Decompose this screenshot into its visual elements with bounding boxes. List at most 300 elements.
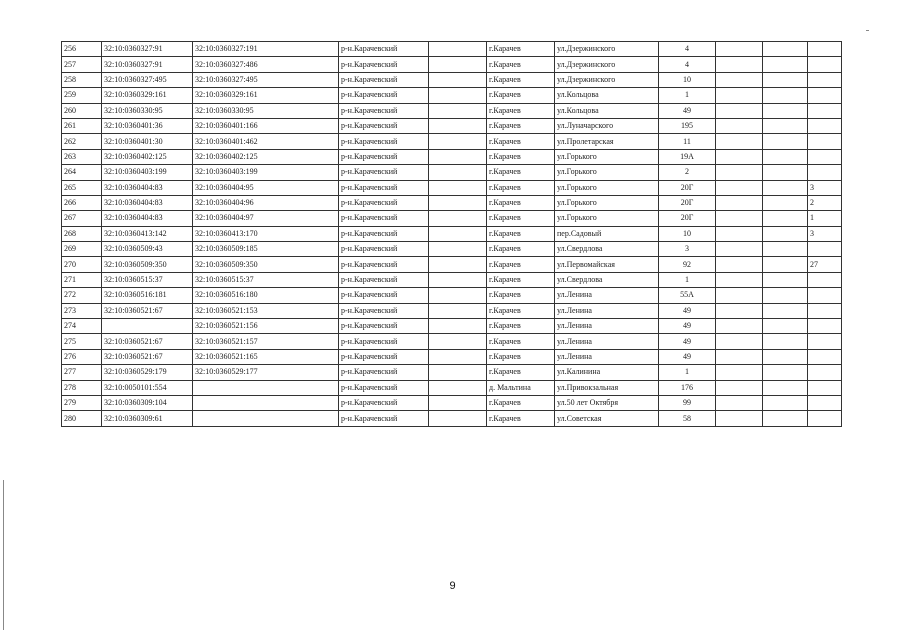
table-cell-city: г.Карачев bbox=[487, 165, 555, 180]
table-cell-c11: 3 bbox=[808, 180, 842, 195]
table-cell-street: ул.Горького bbox=[555, 165, 659, 180]
table-cell-k2 bbox=[193, 411, 339, 426]
table-cell-k2: 32:10:0360509:350 bbox=[193, 257, 339, 272]
table-cell-n: 256 bbox=[62, 42, 102, 57]
table-cell-district: р-н.Карачевский bbox=[339, 211, 429, 226]
table-cell-street: пер.Садовый bbox=[555, 226, 659, 241]
table-row bbox=[62, 103, 842, 118]
scan-edge-mark bbox=[3, 480, 4, 630]
table-cell-c11 bbox=[808, 272, 842, 287]
table-row bbox=[62, 395, 842, 410]
table-cell-c11 bbox=[808, 380, 842, 395]
table-cell-house: 4 bbox=[659, 57, 716, 72]
table-cell-n: 268 bbox=[62, 226, 102, 241]
table-cell-c11 bbox=[808, 349, 842, 364]
table-cell-blank bbox=[429, 226, 487, 241]
table-cell-district: р-н.Карачевский bbox=[339, 411, 429, 426]
table-cell-c11 bbox=[808, 88, 842, 103]
table-row bbox=[62, 380, 842, 395]
table-cell-blank bbox=[429, 349, 487, 364]
table-cell-c9 bbox=[716, 211, 763, 226]
table-cell-c11: 3 bbox=[808, 226, 842, 241]
table-cell-house: 2 bbox=[659, 165, 716, 180]
table-cell-blank bbox=[429, 134, 487, 149]
table-cell-k2: 32:10:0360401:166 bbox=[193, 118, 339, 133]
table-cell-district: р-н.Карачевский bbox=[339, 272, 429, 287]
table-body bbox=[62, 42, 842, 427]
table-cell-blank bbox=[429, 411, 487, 426]
table-cell-street: ул.Ленина bbox=[555, 349, 659, 364]
table-cell-c10 bbox=[763, 395, 808, 410]
table-cell-c9 bbox=[716, 257, 763, 272]
table-cell-street: ул.Горького bbox=[555, 180, 659, 195]
table-cell-city: г.Карачев bbox=[487, 319, 555, 334]
table-cell-c9 bbox=[716, 242, 763, 257]
table-cell-k1: 32:10:0360509:43 bbox=[102, 242, 193, 257]
table-row bbox=[62, 242, 842, 257]
table-cell-k1: 32:10:0360403:199 bbox=[102, 165, 193, 180]
table-cell-street: ул.Привокзальная bbox=[555, 380, 659, 395]
table-cell-k1: 32:10:0360521:67 bbox=[102, 303, 193, 318]
table-cell-district: р-н.Карачевский bbox=[339, 257, 429, 272]
table-cell-c9 bbox=[716, 103, 763, 118]
table-cell-blank bbox=[429, 272, 487, 287]
table-cell-n: 270 bbox=[62, 257, 102, 272]
table-cell-c10 bbox=[763, 380, 808, 395]
table-row bbox=[62, 288, 842, 303]
table-cell-k1 bbox=[102, 319, 193, 334]
table-cell-k1: 32:10:0360309:104 bbox=[102, 395, 193, 410]
table-cell-n: 267 bbox=[62, 211, 102, 226]
table-cell-house: 49 bbox=[659, 303, 716, 318]
table-cell-city: г.Карачев bbox=[487, 226, 555, 241]
table-cell-k1: 32:10:0360404:83 bbox=[102, 195, 193, 210]
table-cell-house: 20Г bbox=[659, 211, 716, 226]
table-cell-n: 259 bbox=[62, 88, 102, 103]
table-cell-n: 262 bbox=[62, 134, 102, 149]
table-row bbox=[62, 118, 842, 133]
table-cell-house: 3 bbox=[659, 242, 716, 257]
table-cell-n: 277 bbox=[62, 365, 102, 380]
table-cell-city: г.Карачев bbox=[487, 134, 555, 149]
table-cell-street: ул.Дзержинского bbox=[555, 57, 659, 72]
table-cell-n: 265 bbox=[62, 180, 102, 195]
table-cell-city: г.Карачев bbox=[487, 349, 555, 364]
table-cell-street: ул.Горького bbox=[555, 149, 659, 164]
table-cell-street: ул.Советская bbox=[555, 411, 659, 426]
table-cell-c11 bbox=[808, 334, 842, 349]
table-cell-city: г.Карачев bbox=[487, 118, 555, 133]
table-cell-house: 10 bbox=[659, 226, 716, 241]
table-row bbox=[62, 211, 842, 226]
table-row bbox=[62, 149, 842, 164]
table-cell-c9 bbox=[716, 118, 763, 133]
table-cell-district: р-н.Карачевский bbox=[339, 165, 429, 180]
table-cell-n: 257 bbox=[62, 57, 102, 72]
table-cell-city: г.Карачев bbox=[487, 365, 555, 380]
table-cell-house: 19А bbox=[659, 149, 716, 164]
table-row bbox=[62, 165, 842, 180]
table-cell-c11 bbox=[808, 149, 842, 164]
table-cell-blank bbox=[429, 88, 487, 103]
table-cell-k2: 32:10:0360329:161 bbox=[193, 88, 339, 103]
table-cell-n: 263 bbox=[62, 149, 102, 164]
table-row bbox=[62, 226, 842, 241]
table-cell-c10 bbox=[763, 180, 808, 195]
table-cell-blank bbox=[429, 288, 487, 303]
table-cell-k1: 32:10:0360413:142 bbox=[102, 226, 193, 241]
table-cell-c9 bbox=[716, 395, 763, 410]
table-cell-c11: 1 bbox=[808, 211, 842, 226]
table-cell-k2: 32:10:0360516:180 bbox=[193, 288, 339, 303]
table-cell-blank bbox=[429, 380, 487, 395]
table-cell-street: ул.Свердлова bbox=[555, 272, 659, 287]
table-cell-house: 99 bbox=[659, 395, 716, 410]
table-cell-n: 273 bbox=[62, 303, 102, 318]
table-cell-house: 49 bbox=[659, 334, 716, 349]
table-cell-city: г.Карачев bbox=[487, 411, 555, 426]
table-cell-c11 bbox=[808, 103, 842, 118]
table-cell-c10 bbox=[763, 72, 808, 87]
table-cell-city: г.Карачев bbox=[487, 211, 555, 226]
table-cell-blank bbox=[429, 195, 487, 210]
table-cell-city: г.Карачев bbox=[487, 395, 555, 410]
table-cell-k1: 32:10:0050101:554 bbox=[102, 380, 193, 395]
table-cell-street: ул.Калинина bbox=[555, 365, 659, 380]
table-cell-street: ул.Пролетарская bbox=[555, 134, 659, 149]
table-cell-c10 bbox=[763, 149, 808, 164]
table-cell-street: ул.Ленина bbox=[555, 288, 659, 303]
table-cell-street: ул.50 лет Октября bbox=[555, 395, 659, 410]
table-cell-n: 272 bbox=[62, 288, 102, 303]
table-cell-k1: 32:10:0360401:36 bbox=[102, 118, 193, 133]
table-cell-c9 bbox=[716, 180, 763, 195]
table-cell-k2: 32:10:0360403:199 bbox=[193, 165, 339, 180]
table-cell-k2: 32:10:0360521:165 bbox=[193, 349, 339, 364]
table-cell-house: 195 bbox=[659, 118, 716, 133]
table-cell-street: ул.Кольцова bbox=[555, 103, 659, 118]
table-cell-house: 58 bbox=[659, 411, 716, 426]
table-cell-k2: 32:10:0360515:37 bbox=[193, 272, 339, 287]
table-cell-house: 20Г bbox=[659, 195, 716, 210]
table-cell-n: 278 bbox=[62, 380, 102, 395]
table-cell-n: 274 bbox=[62, 319, 102, 334]
table-cell-k2 bbox=[193, 380, 339, 395]
table-cell-city: г.Карачев bbox=[487, 103, 555, 118]
table-cell-c10 bbox=[763, 211, 808, 226]
register-table bbox=[61, 41, 842, 427]
table-cell-city: г.Карачев bbox=[487, 195, 555, 210]
table-cell-c11 bbox=[808, 319, 842, 334]
table-row bbox=[62, 134, 842, 149]
table-cell-c10 bbox=[763, 411, 808, 426]
table-cell-k1: 32:10:0360309:61 bbox=[102, 411, 193, 426]
table-cell-district: р-н.Карачевский bbox=[339, 72, 429, 87]
table-cell-c10 bbox=[763, 165, 808, 180]
table-cell-c11 bbox=[808, 165, 842, 180]
table-cell-c10 bbox=[763, 257, 808, 272]
table-cell-c10 bbox=[763, 42, 808, 57]
table-cell-c10 bbox=[763, 242, 808, 257]
table-cell-district: р-н.Карачевский bbox=[339, 103, 429, 118]
table-cell-street: ул.Ленина bbox=[555, 334, 659, 349]
table-cell-c9 bbox=[716, 365, 763, 380]
table-cell-c9 bbox=[716, 165, 763, 180]
table-cell-street: ул.Ленина bbox=[555, 319, 659, 334]
table-cell-k2: 32:10:0360509:185 bbox=[193, 242, 339, 257]
table-cell-n: 276 bbox=[62, 349, 102, 364]
table-cell-city: г.Карачев bbox=[487, 334, 555, 349]
table-cell-k2: 32:10:0360330:95 bbox=[193, 103, 339, 118]
table-cell-c11 bbox=[808, 395, 842, 410]
table-cell-c9 bbox=[716, 288, 763, 303]
table-cell-c9 bbox=[716, 303, 763, 318]
table-cell-city: г.Карачев bbox=[487, 42, 555, 57]
table-cell-k1: 32:10:0360402:125 bbox=[102, 149, 193, 164]
table-cell-c9 bbox=[716, 349, 763, 364]
table-cell-c9 bbox=[716, 380, 763, 395]
table-cell-district: р-н.Карачевский bbox=[339, 380, 429, 395]
table-cell-house: 49 bbox=[659, 349, 716, 364]
table-cell-city: г.Карачев bbox=[487, 57, 555, 72]
table-cell-district: р-н.Карачевский bbox=[339, 349, 429, 364]
table-cell-k1: 32:10:0360521:67 bbox=[102, 349, 193, 364]
table-cell-c11 bbox=[808, 411, 842, 426]
table-cell-k1: 32:10:0360516:181 bbox=[102, 288, 193, 303]
table-cell-c11 bbox=[808, 72, 842, 87]
table-cell-blank bbox=[429, 365, 487, 380]
table-cell-c10 bbox=[763, 349, 808, 364]
table-cell-blank bbox=[429, 211, 487, 226]
table-cell-n: 271 bbox=[62, 272, 102, 287]
table-cell-n: 280 bbox=[62, 411, 102, 426]
table-cell-district: р-н.Карачевский bbox=[339, 195, 429, 210]
table-row bbox=[62, 57, 842, 72]
table-cell-c9 bbox=[716, 272, 763, 287]
table-cell-c11 bbox=[808, 42, 842, 57]
scan-corner-mark bbox=[866, 30, 869, 31]
table-cell-street: ул.Ленина bbox=[555, 303, 659, 318]
table-cell-city: г.Карачев bbox=[487, 272, 555, 287]
table-cell-k1: 32:10:0360327:91 bbox=[102, 42, 193, 57]
table-cell-house: 92 bbox=[659, 257, 716, 272]
table-row bbox=[62, 180, 842, 195]
table-cell-k1: 32:10:0360327:495 bbox=[102, 72, 193, 87]
table-cell-c11 bbox=[808, 57, 842, 72]
table-row bbox=[62, 411, 842, 426]
table-cell-n: 279 bbox=[62, 395, 102, 410]
table-cell-k2: 32:10:0360402:125 bbox=[193, 149, 339, 164]
table-row bbox=[62, 257, 842, 272]
table-cell-blank bbox=[429, 165, 487, 180]
table-cell-n: 275 bbox=[62, 334, 102, 349]
table-cell-k2: 32:10:0360404:97 bbox=[193, 211, 339, 226]
table-cell-blank bbox=[429, 149, 487, 164]
table-cell-c9 bbox=[716, 57, 763, 72]
table-cell-c10 bbox=[763, 118, 808, 133]
table-cell-c11 bbox=[808, 365, 842, 380]
table-cell-house: 49 bbox=[659, 103, 716, 118]
table-cell-street: ул.Горького bbox=[555, 195, 659, 210]
table-cell-n: 266 bbox=[62, 195, 102, 210]
table-cell-blank bbox=[429, 72, 487, 87]
page-number: 9 bbox=[449, 580, 456, 592]
table-cell-house: 1 bbox=[659, 272, 716, 287]
table-cell-house: 1 bbox=[659, 365, 716, 380]
table-cell-c10 bbox=[763, 134, 808, 149]
table-cell-n: 269 bbox=[62, 242, 102, 257]
table-cell-k2: 32:10:0360327:191 bbox=[193, 42, 339, 57]
table-cell-c9 bbox=[716, 88, 763, 103]
table-cell-n: 258 bbox=[62, 72, 102, 87]
table-cell-district: р-н.Карачевский bbox=[339, 134, 429, 149]
table-cell-district: р-н.Карачевский bbox=[339, 118, 429, 133]
table-cell-blank bbox=[429, 180, 487, 195]
table-cell-blank bbox=[429, 319, 487, 334]
table-cell-blank bbox=[429, 118, 487, 133]
table-cell-c10 bbox=[763, 288, 808, 303]
table-cell-street: ул.Дзержинского bbox=[555, 72, 659, 87]
table-cell-city: г.Карачев bbox=[487, 88, 555, 103]
table-cell-blank bbox=[429, 103, 487, 118]
table-cell-house: 1 bbox=[659, 88, 716, 103]
table-cell-c10 bbox=[763, 103, 808, 118]
table-cell-k1: 32:10:0360521:67 bbox=[102, 334, 193, 349]
table-cell-city: г.Карачев bbox=[487, 180, 555, 195]
table-cell-house: 176 bbox=[659, 380, 716, 395]
table-cell-district: р-н.Карачевский bbox=[339, 395, 429, 410]
table-cell-blank bbox=[429, 42, 487, 57]
table-cell-house: 11 bbox=[659, 134, 716, 149]
table-cell-district: р-н.Карачевский bbox=[339, 149, 429, 164]
table-cell-n: 264 bbox=[62, 165, 102, 180]
table-cell-c10 bbox=[763, 57, 808, 72]
table-row bbox=[62, 42, 842, 57]
table-cell-c9 bbox=[716, 72, 763, 87]
table-cell-n: 260 bbox=[62, 103, 102, 118]
table-cell-blank bbox=[429, 57, 487, 72]
table-cell-k1: 32:10:0360404:83 bbox=[102, 211, 193, 226]
table-cell-district: р-н.Карачевский bbox=[339, 319, 429, 334]
table-cell-c9 bbox=[716, 334, 763, 349]
table-cell-k2: 32:10:0360521:157 bbox=[193, 334, 339, 349]
table-row bbox=[62, 272, 842, 287]
table-cell-city: г.Карачев bbox=[487, 149, 555, 164]
table-cell-city: г.Карачев bbox=[487, 242, 555, 257]
table-cell-k2: 32:10:0360404:95 bbox=[193, 180, 339, 195]
table-cell-k2: 32:10:0360401:462 bbox=[193, 134, 339, 149]
table-cell-k2: 32:10:0360521:153 bbox=[193, 303, 339, 318]
table-cell-c10 bbox=[763, 195, 808, 210]
table-cell-c11: 27 bbox=[808, 257, 842, 272]
table-cell-c11: 2 bbox=[808, 195, 842, 210]
table-cell-k1: 32:10:0360509:350 bbox=[102, 257, 193, 272]
table-cell-district: р-н.Карачевский bbox=[339, 334, 429, 349]
table-cell-city: г.Карачев bbox=[487, 72, 555, 87]
table-cell-c10 bbox=[763, 334, 808, 349]
table-cell-city: г.Карачев bbox=[487, 257, 555, 272]
table-cell-blank bbox=[429, 242, 487, 257]
table-cell-city: г.Карачев bbox=[487, 303, 555, 318]
table-cell-c9 bbox=[716, 195, 763, 210]
table-cell-c11 bbox=[808, 288, 842, 303]
table-cell-k2: 32:10:0360529:177 bbox=[193, 365, 339, 380]
table-cell-house: 4 bbox=[659, 42, 716, 57]
table-cell-city: г.Карачев bbox=[487, 288, 555, 303]
table-row bbox=[62, 303, 842, 318]
table-cell-house: 49 bbox=[659, 319, 716, 334]
table-cell-blank bbox=[429, 303, 487, 318]
table-cell-k2: 32:10:0360327:486 bbox=[193, 57, 339, 72]
table-row bbox=[62, 349, 842, 364]
table-cell-street: ул.Первомайская bbox=[555, 257, 659, 272]
table-cell-c9 bbox=[716, 411, 763, 426]
table-cell-k1: 32:10:0360329:161 bbox=[102, 88, 193, 103]
table-cell-k2: 32:10:0360521:156 bbox=[193, 319, 339, 334]
table-cell-c11 bbox=[808, 134, 842, 149]
table-cell-k1: 32:10:0360401:30 bbox=[102, 134, 193, 149]
table-cell-blank bbox=[429, 257, 487, 272]
table-cell-c9 bbox=[716, 319, 763, 334]
table-row bbox=[62, 195, 842, 210]
table-cell-k1: 32:10:0360529:179 bbox=[102, 365, 193, 380]
table-cell-blank bbox=[429, 395, 487, 410]
table-cell-street: ул.Дзержинского bbox=[555, 42, 659, 57]
table-cell-street: ул.Горького bbox=[555, 211, 659, 226]
table-cell-c9 bbox=[716, 42, 763, 57]
table-cell-c9 bbox=[716, 134, 763, 149]
table-cell-c9 bbox=[716, 149, 763, 164]
table-cell-k1: 32:10:0360515:37 bbox=[102, 272, 193, 287]
table-cell-c10 bbox=[763, 303, 808, 318]
table-cell-k1: 32:10:0360327:91 bbox=[102, 57, 193, 72]
table-cell-city: д. Мальтина bbox=[487, 380, 555, 395]
table-cell-district: р-н.Карачевский bbox=[339, 288, 429, 303]
table-cell-k2: 32:10:0360327:495 bbox=[193, 72, 339, 87]
table-row bbox=[62, 88, 842, 103]
table-cell-house: 20Г bbox=[659, 180, 716, 195]
table-cell-k2: 32:10:0360413:170 bbox=[193, 226, 339, 241]
table-cell-district: р-н.Карачевский bbox=[339, 365, 429, 380]
table-cell-blank bbox=[429, 334, 487, 349]
table-cell-c10 bbox=[763, 272, 808, 287]
table-cell-c11 bbox=[808, 118, 842, 133]
table-cell-c10 bbox=[763, 319, 808, 334]
table-cell-c11 bbox=[808, 242, 842, 257]
table-row bbox=[62, 365, 842, 380]
table-cell-c10 bbox=[763, 365, 808, 380]
table-row bbox=[62, 72, 842, 87]
table-cell-c10 bbox=[763, 226, 808, 241]
table-cell-c11 bbox=[808, 303, 842, 318]
table-cell-house: 55А bbox=[659, 288, 716, 303]
table-cell-k1: 32:10:0360404:83 bbox=[102, 180, 193, 195]
table-cell-district: р-н.Карачевский bbox=[339, 88, 429, 103]
table-cell-k2: 32:10:0360404:96 bbox=[193, 195, 339, 210]
table-cell-district: р-н.Карачевский bbox=[339, 180, 429, 195]
table-row bbox=[62, 334, 842, 349]
table-cell-district: р-н.Карачевский bbox=[339, 57, 429, 72]
table-cell-district: р-н.Карачевский bbox=[339, 303, 429, 318]
table-cell-c10 bbox=[763, 88, 808, 103]
table-cell-district: р-н.Карачевский bbox=[339, 242, 429, 257]
table-cell-k2 bbox=[193, 395, 339, 410]
table-cell-street: ул.Кольцова bbox=[555, 88, 659, 103]
table-cell-street: ул.Луначарского bbox=[555, 118, 659, 133]
table-cell-street: ул.Свердлова bbox=[555, 242, 659, 257]
table-cell-district: р-н.Карачевский bbox=[339, 226, 429, 241]
table-cell-c9 bbox=[716, 226, 763, 241]
